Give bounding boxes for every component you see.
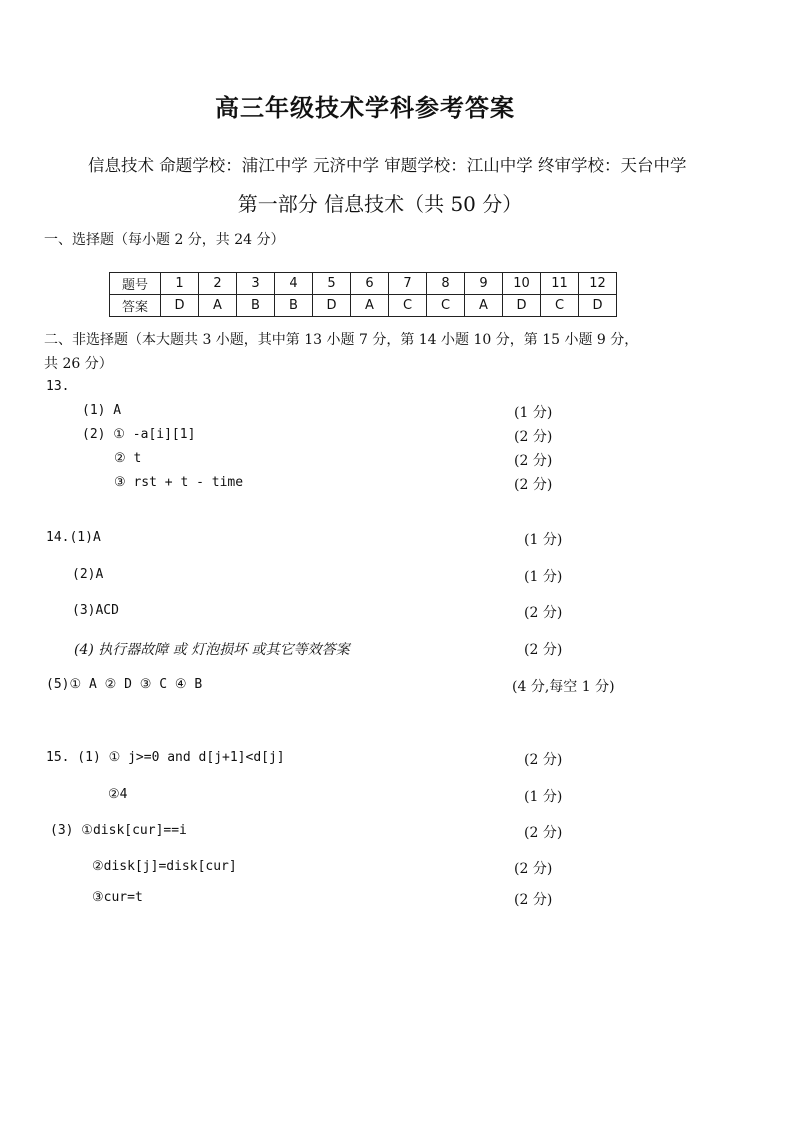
table-header-cell: 题号 <box>110 273 161 295</box>
q15-score: (2 分) <box>524 752 563 768</box>
answer-table <box>109 272 617 317</box>
section-1-heading: 一、选择题（每小题 2 分，共 24 分） <box>44 232 285 248</box>
q14-score: (4 分,每空 1 分) <box>512 679 615 695</box>
q13-answer: (1) A <box>82 403 122 418</box>
part-title: 第一部分 信息技术（共 50 分） <box>237 192 523 216</box>
table-cell: A <box>351 295 389 317</box>
q15-answer: ②disk[j]=disk[cur] <box>92 859 237 874</box>
q13-answer: (2) ① -a[i][1] <box>82 427 196 442</box>
q13-number: 13. <box>46 379 70 394</box>
table-row-numbers <box>110 273 617 295</box>
q14-score: (2 分) <box>524 605 563 621</box>
table-cell: C <box>389 295 427 317</box>
section-2-heading: 二、非选择题（本大题共 3 小题，其中第 13 小题 7 分，第 14 小题 10 分，第 15 小题 9 分， <box>44 332 639 348</box>
q14-answer: (4) 执行器故障 或 灯泡损坏 或其它等效答案 <box>74 642 350 658</box>
table-cell: 7 <box>389 273 427 295</box>
q13-score: (2 分) <box>514 453 553 469</box>
q13-answer: ③ rst + t - time <box>114 475 244 490</box>
q15-answer: (3) ①disk[cur]==i <box>50 823 187 838</box>
table-header-cell: 答案 <box>110 295 161 317</box>
credits-line: 信息技术 命题学校：浦江中学 元济中学 审题学校：江山中学 终审学校：天台中学 <box>88 156 687 175</box>
table-cell: A <box>199 295 237 317</box>
section-2-heading-cont: 共 26 分） <box>44 356 113 372</box>
q13-score: (2 分) <box>514 477 553 493</box>
table-cell: 11 <box>541 273 579 295</box>
q14-answer: (5)① A ② D ③ C ④ B <box>46 677 203 692</box>
table-cell: A <box>465 295 503 317</box>
table-cell: 2 <box>199 273 237 295</box>
q14-score: (1 分) <box>524 569 563 585</box>
table-cell: D <box>579 295 617 317</box>
table-cell: D <box>313 295 351 317</box>
document-title: 高三年级技术学科参考答案 <box>215 93 515 122</box>
q15-score: (2 分) <box>514 892 553 908</box>
q14-score: (1 分) <box>524 532 563 548</box>
q15-score: (2 分) <box>514 861 553 877</box>
table-cell: C <box>541 295 579 317</box>
table-cell: 9 <box>465 273 503 295</box>
q15-score: (1 分) <box>524 789 563 805</box>
q15-answer: ②4 <box>108 787 128 802</box>
q15-answer: 15. (1) ① j>=0 and d[j+1]<d[j] <box>46 750 285 765</box>
table-cell: D <box>161 295 199 317</box>
q13-score: (1 分) <box>514 405 553 421</box>
table-cell: 1 <box>161 273 199 295</box>
q13-answer: ② t <box>114 451 142 466</box>
table-cell: B <box>237 295 275 317</box>
q13-score: (2 分) <box>514 429 553 445</box>
q14-answer: (3)ACD <box>72 603 119 618</box>
q15-answer: ③cur=t <box>92 890 143 905</box>
table-cell: 3 <box>237 273 275 295</box>
table-cell: 8 <box>427 273 465 295</box>
table-cell: B <box>275 295 313 317</box>
table-cell: 12 <box>579 273 617 295</box>
q14-answer: (2)A <box>72 567 104 582</box>
table-row-answers <box>110 295 617 317</box>
table-cell: C <box>427 295 465 317</box>
q14-score: (2 分) <box>524 642 563 658</box>
table-cell: 6 <box>351 273 389 295</box>
table-cell: D <box>503 295 541 317</box>
q15-score: (2 分) <box>524 825 563 841</box>
table-cell: 10 <box>503 273 541 295</box>
table-cell: 4 <box>275 273 313 295</box>
table-cell: 5 <box>313 273 351 295</box>
q14-answer: 14.(1)A <box>46 530 101 545</box>
